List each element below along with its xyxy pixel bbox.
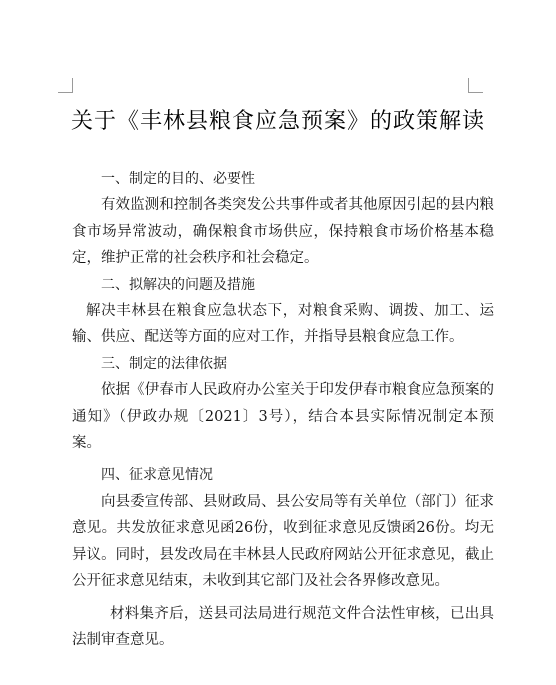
document-body xyxy=(72,166,494,653)
section-heading-purpose: 一、制定的目的、必要性 xyxy=(101,171,255,187)
document-title: 关于《丰林县粮食应急预案》的政策解读 xyxy=(70,109,485,134)
section-paragraph-purpose: 有效监测和控制各类突发公共事件或者其他原因引起的县内粮食市场异常波动，确保粮食市场供应，保持粮食市场价格基本稳定，维护正常的社会秩序和社会稳定。 xyxy=(72,197,494,267)
section-heading-legal-basis: 三、制定的法律依据 xyxy=(101,355,227,372)
section-paragraph-legal-basis: 依据《伊春市人民政府办公室关于印发伊春市粮食应急预案的通知》（伊政办规〔2021〕3号），结合本县实际情况制定本预案。 xyxy=(72,382,494,452)
section-heading-consultation: 四、征求意见情况 xyxy=(101,467,213,484)
closing-paragraph: 材料集齐后，送县司法局进行规范文件合法性审核，已出具法制审查意见。 xyxy=(72,605,494,648)
section-heading-measures: 二、拟解决的问题及措施 xyxy=(101,276,255,293)
section-paragraph-measures: 解决丰林县在粮食应急状态下，对粮食采购、调拨、加工、运输、供应、配送等方面的应对工作，并指导县粮食应急工作。 xyxy=(72,303,494,346)
page-corner-mark-left xyxy=(58,78,73,93)
page-corner-mark-right xyxy=(468,78,483,93)
section-paragraph-consultation: 向县委宣传部、县财政局、县公安局等有关单位（部门）征求意见。共发放征求意见函26份，收到征求意见反馈函26份。均无异议。同时，县发改局在丰林县人民政府网站公开征求意见，截止公开征求意见结束，未收到其它部门及社会各界修改意见。 xyxy=(72,493,494,590)
